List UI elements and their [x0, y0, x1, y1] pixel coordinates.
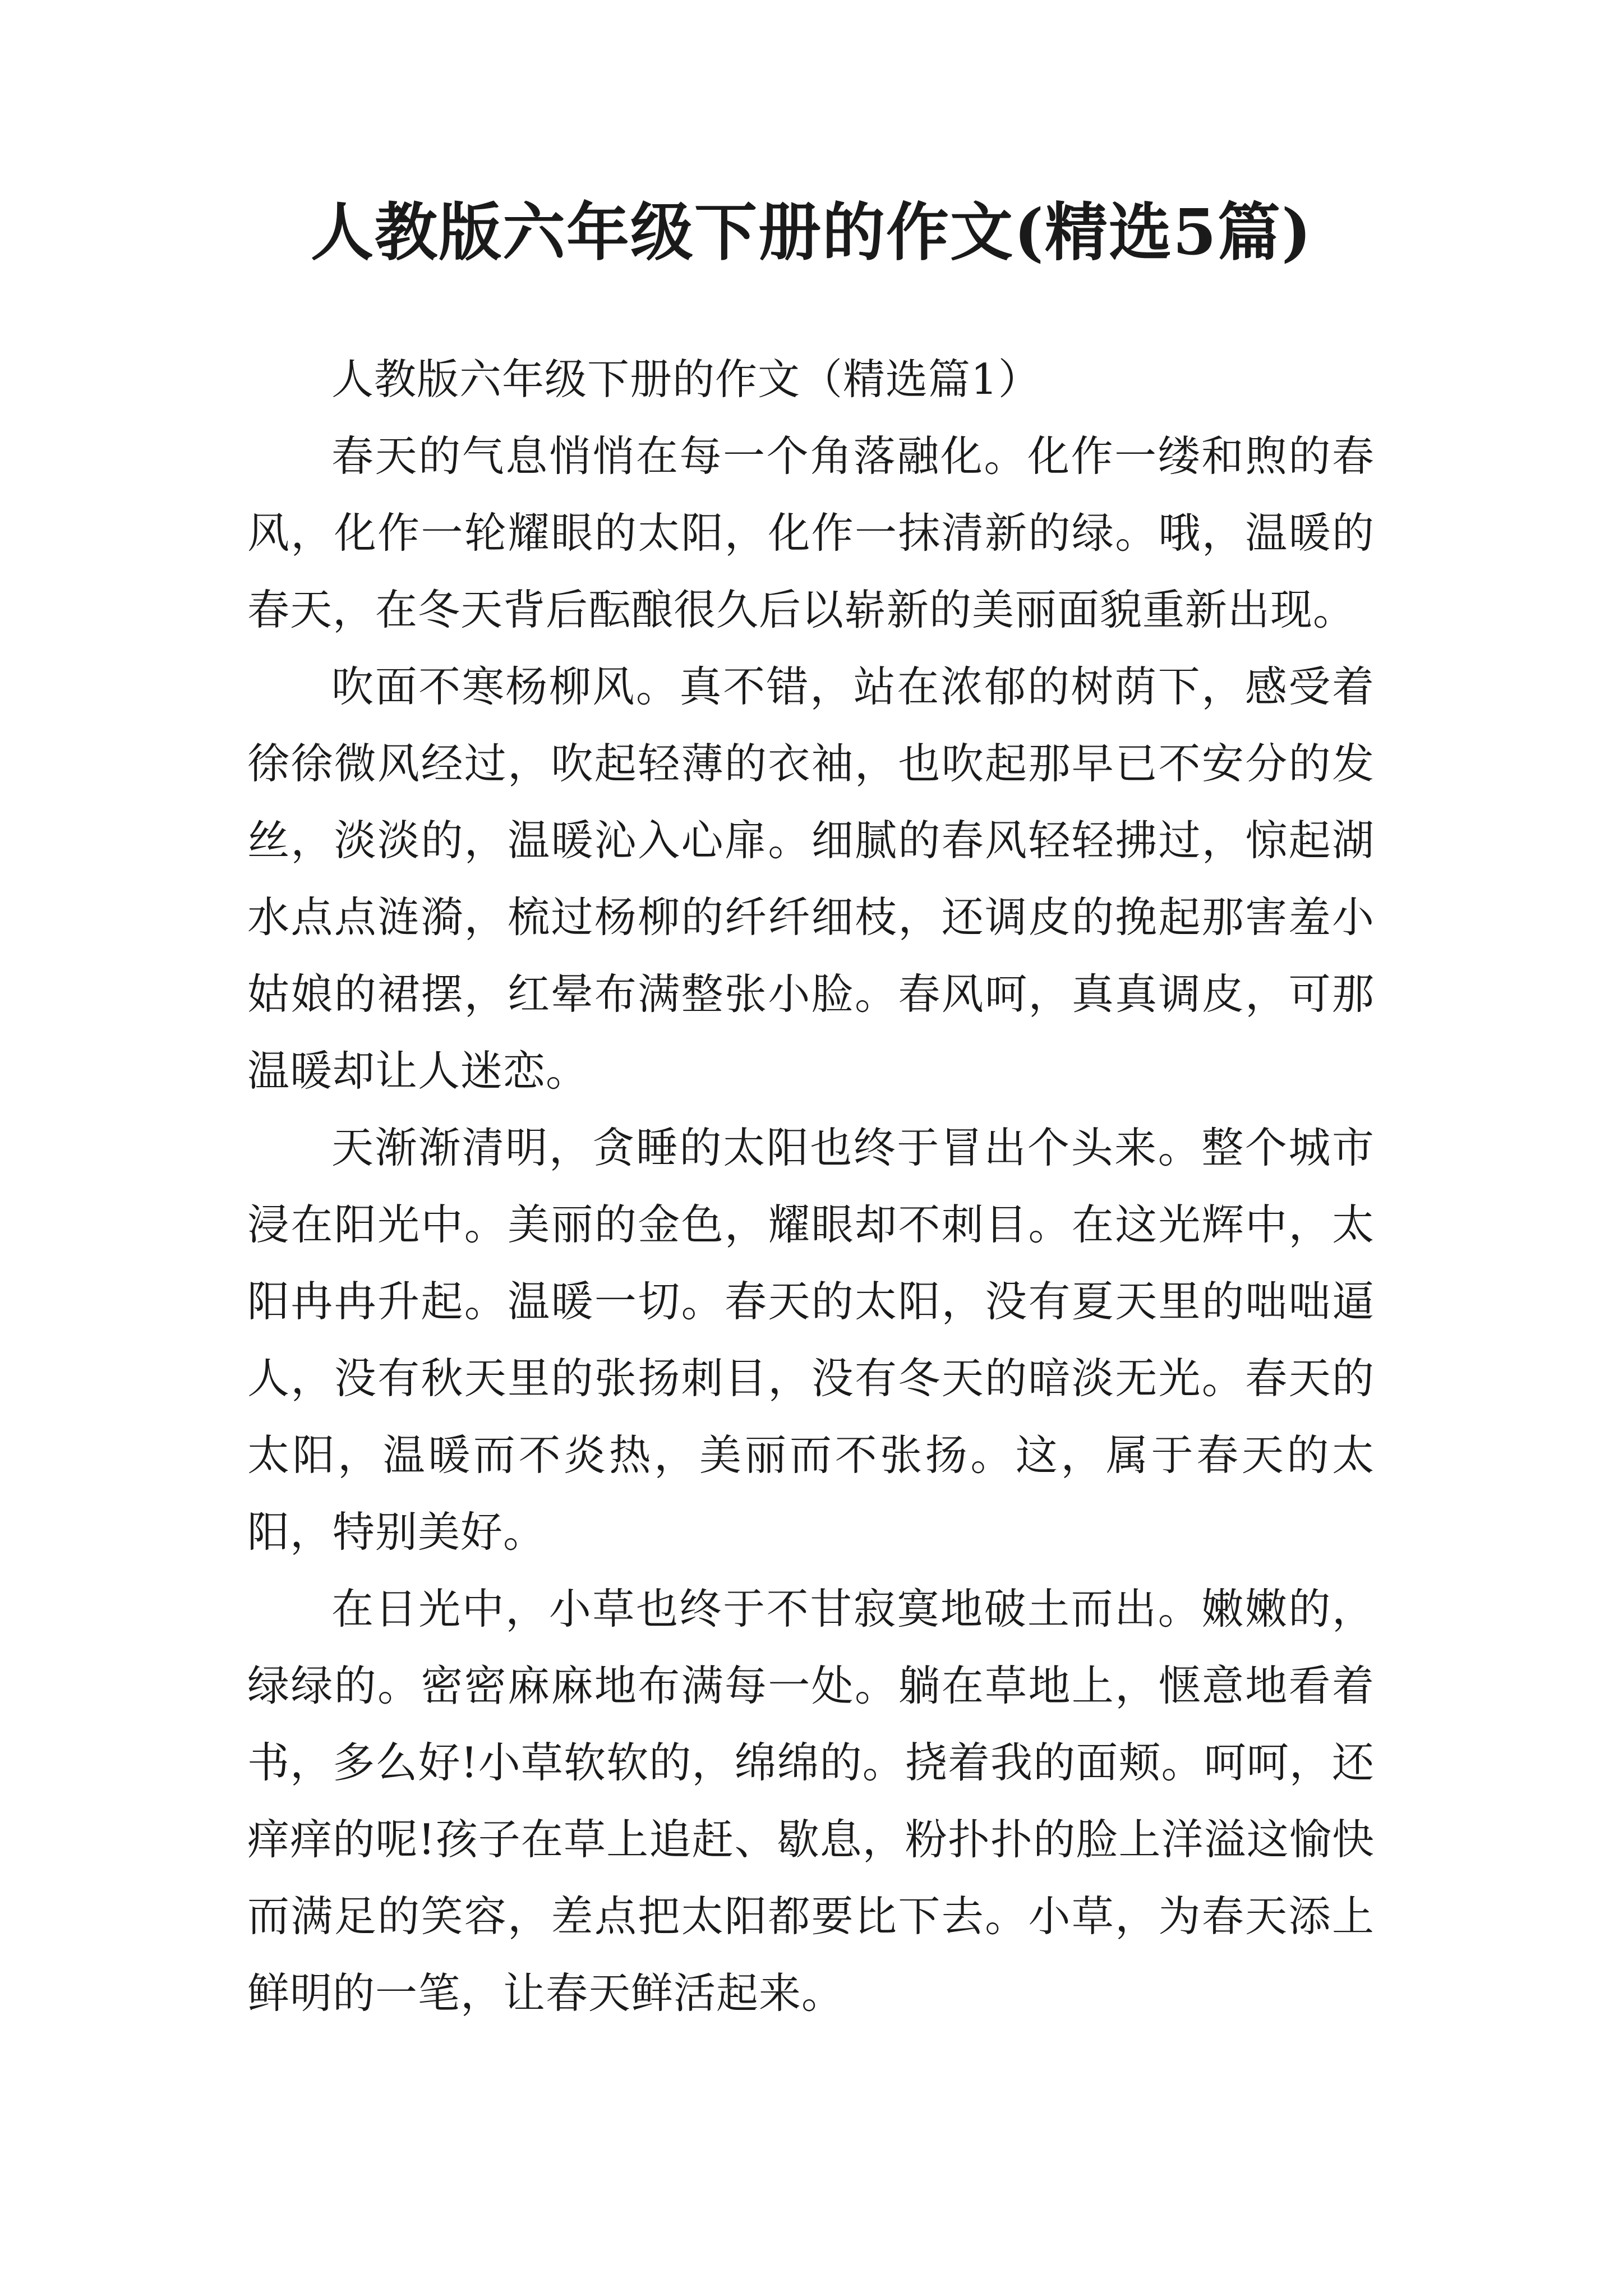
document-title: 人教版六年级下册的作文(精选5篇): [311, 196, 1312, 269]
paragraph: 吹面不寒杨柳风。真不错，站在浓郁的树荫下，感受着徐徐微风经过，吹起轻薄的衣袖，也吹起那早已不安分的发丝，淡淡的，温暖沁入心扉。细腻的春风轻轻拂过，惊起湖水点点涟漪，梳过杨柳的纤纤细枝，还调皮的挽起那害羞小姑娘的裙摆，红晕布满整张小脸。春风呵，真真调皮，可那温暖却让人迷恋。: [247, 662, 1375, 1096]
document-body: [247, 341, 1375, 2032]
paragraph: 春天的气息悄悄在每一个角落融化。化作一缕和煦的春风，化作一轮耀眼的太阳，化作一抹清新的绿。哦，温暖的春天，在冬天背后酝酿很久后以崭新的美丽面貌重新出现。: [247, 431, 1375, 634]
paragraph: 在日光中，小草也终于不甘寂寞地破土而出。嫩嫩的，绿绿的。密密麻麻地布满每一处。躺在草地上，惬意地看着书，多么好!小草软软的，绵绵的。挠着我的面颊。呵呵，还痒痒的呢!孩子在草上追赶、歇息，粉扑扑的脸上洋溢这愉快而满足的笑容，差点把太阳都要比下去。小草，为春天添上鲜明的一笔，让春天鲜活起来。: [247, 1584, 1375, 2018]
section-heading: 人教版六年级下册的作文（精选篇1）: [331, 355, 1041, 404]
paragraph: 天渐渐清明，贪睡的太阳也终于冒出个头来。整个城市浸在阳光中。美丽的金色，耀眼却不刺目。在这光辉中，太阳冉冉升起。温暖一切。春天的太阳，没有夏天里的咄咄逼人，没有秋天里的张扬刺目，没有冬天的暗淡无光。春天的太阳，温暖而不炎热，美丽而不张扬。这，属于春天的太阳，特别美好。: [247, 1123, 1375, 1557]
